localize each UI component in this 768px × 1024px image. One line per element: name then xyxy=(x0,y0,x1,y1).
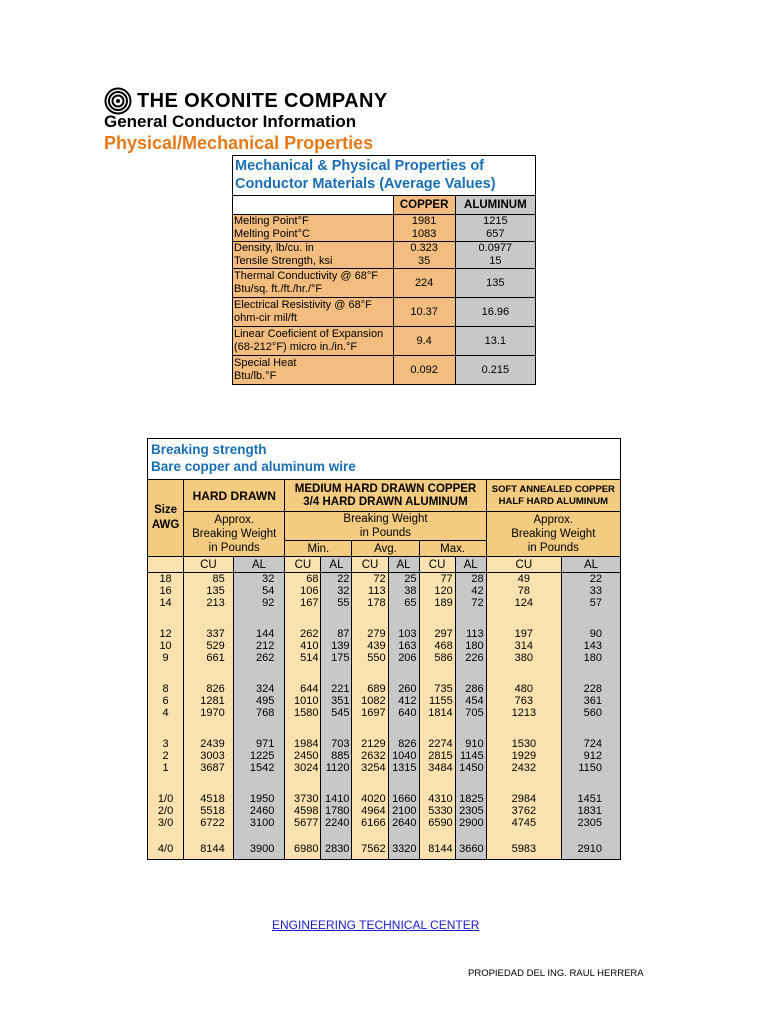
size-cell: 18 16 14 xyxy=(148,573,184,629)
header-line: in Pounds xyxy=(359,527,412,539)
breaking-strength-title xyxy=(148,439,621,480)
header-line: SOFT ANNEALED COPPER xyxy=(491,483,615,495)
value-cell: 25 38 65 xyxy=(388,573,419,629)
copper-value: 1083 xyxy=(393,228,455,242)
properties-table-title: Mechanical & Physical Properties of Conductor Materials (Average Values) xyxy=(233,156,536,196)
header-line: Breaking Weight xyxy=(343,513,428,525)
property-label-line: Electrical Resistivity @ 68°F xyxy=(234,299,372,311)
table-row xyxy=(233,242,536,256)
soft-annealed-header xyxy=(486,480,620,512)
value-cell: 113 180 226 xyxy=(455,628,486,683)
table-row xyxy=(233,356,536,385)
breaking-weight-header xyxy=(285,512,486,541)
awg-label: AWG xyxy=(151,519,180,531)
value-cell: 297 468 586 xyxy=(419,628,455,683)
title-line: Bare copper and aluminum wire xyxy=(151,459,356,474)
property-label-line: Thermal Conductivity @ 68°F xyxy=(234,270,378,282)
size-label: Size xyxy=(154,504,178,516)
aluminum-value: 135 xyxy=(455,269,535,298)
value-cell: 3730 4598 5677 xyxy=(285,793,321,843)
header-line: HALF HARD ALUMINUM xyxy=(498,495,609,507)
breaking-strength-table xyxy=(147,438,621,860)
value-cell: 1825 2305 2900 xyxy=(455,793,486,843)
value-cell: 480 763 1213 xyxy=(486,683,561,738)
value-cell: 68 106 167 xyxy=(285,573,321,629)
property-unit-line: Btu/sq. ft./ft./hr./°F xyxy=(234,283,323,295)
value-cell: 8144 xyxy=(419,843,455,860)
value-cell: 2439 3003 3687 xyxy=(184,738,234,793)
property-label: Density, lb/cu. in xyxy=(233,242,394,256)
header-line: 3/4 HARD DRAWN ALUMINUM xyxy=(303,495,468,508)
value-cell: 3320 xyxy=(388,843,419,860)
value-cell: 337 529 661 xyxy=(184,628,234,683)
value-cell: 910 1145 1450 xyxy=(455,738,486,793)
value-cell: 197 314 380 xyxy=(486,628,561,683)
table-row xyxy=(148,573,621,629)
aluminum-value: 657 xyxy=(455,228,535,242)
value-cell: 826 1040 1315 xyxy=(388,738,419,793)
property-label: Melting Point°F xyxy=(233,215,394,229)
value-cell: 5983 xyxy=(486,843,561,860)
cu-header: CU xyxy=(285,557,321,573)
property-label xyxy=(233,327,394,356)
al-header: AL xyxy=(455,557,486,573)
table-row xyxy=(233,255,536,269)
value-cell: 2129 2632 3254 xyxy=(352,738,388,793)
copper-header: COPPER xyxy=(393,196,455,215)
value-cell: 4020 4964 6166 xyxy=(352,793,388,843)
value-cell: 279 439 550 xyxy=(352,628,388,683)
hard-drawn-header: HARD DRAWN xyxy=(184,480,285,512)
min-header: Min. xyxy=(285,541,352,557)
table-row xyxy=(233,298,536,327)
al-header: AL xyxy=(233,557,285,573)
value-cell: 4518 5518 6722 xyxy=(184,793,234,843)
engineering-center-link[interactable]: ENGINEERING TECHNICAL CENTER xyxy=(272,918,480,932)
value-cell: 286 454 705 xyxy=(455,683,486,738)
value-cell: 689 1082 1697 xyxy=(352,683,388,738)
value-cell: 1984 2450 3024 xyxy=(285,738,321,793)
value-cell: 262 410 514 xyxy=(285,628,321,683)
value-cell: 3660 xyxy=(455,843,486,860)
table-row xyxy=(148,683,621,738)
value-cell: 724 912 1150 xyxy=(562,738,621,793)
size-cell: 4/0 xyxy=(148,843,184,860)
company-name: THE OKONITE COMPANY xyxy=(137,90,388,112)
value-cell: 1660 2100 2640 xyxy=(388,793,419,843)
value-cell: 77 120 189 xyxy=(419,573,455,629)
value-cell: 2830 xyxy=(321,843,352,860)
size-awg-header xyxy=(148,480,184,557)
approx-weight-header xyxy=(486,512,620,557)
al-header: AL xyxy=(562,557,621,573)
property-label xyxy=(233,356,394,385)
table-row xyxy=(233,228,536,242)
value-cell: 260 412 640 xyxy=(388,683,419,738)
header-line: Breaking Weight xyxy=(192,528,277,540)
value-cell: 32 54 92 xyxy=(233,573,285,629)
value-cell: 1451 1831 2305 xyxy=(562,793,621,843)
header-line: Approx. xyxy=(533,514,574,526)
copper-value: 1981 xyxy=(393,215,455,229)
property-label: Tensile Strength, ksi xyxy=(233,255,394,269)
value-cell: 221 351 545 xyxy=(321,683,352,738)
value-cell: 6980 xyxy=(285,843,321,860)
value-cell: 735 1155 1814 xyxy=(419,683,455,738)
approx-weight-header xyxy=(184,512,285,557)
max-header: Max. xyxy=(419,541,486,557)
copper-value: 0.092 xyxy=(393,356,455,385)
value-cell: 703 885 1120 xyxy=(321,738,352,793)
avg-header: Avg. xyxy=(352,541,419,557)
value-cell: 2984 3762 4745 xyxy=(486,793,561,843)
properties-table xyxy=(232,155,536,385)
value-cell: 324 495 768 xyxy=(233,683,285,738)
value-cell: 1950 2460 3100 xyxy=(233,793,285,843)
property-label xyxy=(233,269,394,298)
value-cell: 22 33 57 xyxy=(562,573,621,629)
header-line: Breaking Weight xyxy=(511,528,596,540)
cu-header: CU xyxy=(352,557,388,573)
aluminum-value: 16.96 xyxy=(455,298,535,327)
aluminum-value: 15 xyxy=(455,255,535,269)
header-line: in Pounds xyxy=(527,542,579,554)
okonite-logo-icon xyxy=(104,87,132,115)
property-unit-line: ohm-cir mil/ft xyxy=(234,312,297,324)
table-row xyxy=(148,793,621,843)
value-cell: 49 78 124 xyxy=(486,573,561,629)
property-label-line: Special Heat xyxy=(234,357,297,369)
value-cell: 8144 xyxy=(184,843,234,860)
table-row xyxy=(233,269,536,298)
table-row xyxy=(148,843,621,860)
value-cell: 2910 xyxy=(562,843,621,860)
al-header: AL xyxy=(321,557,352,573)
value-cell: 1410 1780 2240 xyxy=(321,793,352,843)
value-cell: 826 1281 1970 xyxy=(184,683,234,738)
value-cell: 103 163 206 xyxy=(388,628,419,683)
value-cell: 85 135 213 xyxy=(184,573,234,629)
value-cell: 87 139 175 xyxy=(321,628,352,683)
page-title: General Conductor Information xyxy=(104,112,357,131)
value-cell: 2274 2815 3484 xyxy=(419,738,455,793)
copper-value: 224 xyxy=(393,269,455,298)
copper-value: 35 xyxy=(393,255,455,269)
value-cell: 3900 xyxy=(233,843,285,860)
copper-value: 10.37 xyxy=(393,298,455,327)
value-cell: 90 143 180 xyxy=(562,628,621,683)
table-row xyxy=(148,738,621,793)
copper-value: 9.4 xyxy=(393,327,455,356)
value-cell: 22 32 55 xyxy=(321,573,352,629)
table-row xyxy=(148,628,621,683)
value-cell: 4310 5330 6590 xyxy=(419,793,455,843)
value-cell: 72 113 178 xyxy=(352,573,388,629)
aluminum-value: 0.215 xyxy=(455,356,535,385)
subtitle-text: Physical/Mechanical Properties xyxy=(104,133,374,153)
header-line: in Pounds xyxy=(208,542,260,554)
page-subtitle xyxy=(104,132,373,154)
value-cell: 644 1010 1580 xyxy=(285,683,321,738)
size-cell: 12 10 9 xyxy=(148,628,184,683)
header-line: MEDIUM HARD DRAWN COPPER xyxy=(294,482,477,495)
copper-value: 0.323 xyxy=(393,242,455,256)
size-cell: 8 6 4 xyxy=(148,683,184,738)
blank-cell xyxy=(148,557,184,573)
property-unit-line: (68-212°F) micro in./in.°F xyxy=(234,341,358,353)
property-label-line: Linear Coeficient of Expansion xyxy=(234,328,384,340)
value-cell: 28 42 72 xyxy=(455,573,486,629)
cu-header: CU xyxy=(486,557,561,573)
blank-header-cell xyxy=(233,196,394,215)
aluminum-header: ALUMINUM xyxy=(455,196,535,215)
value-cell: 144 212 262 xyxy=(233,628,285,683)
property-label xyxy=(233,298,394,327)
aluminum-value: 0.0977 xyxy=(455,242,535,256)
ownership-footer: PROPIEDAD DEL ING. RAUL HERRERA xyxy=(468,968,644,979)
value-cell: 1530 1929 2432 xyxy=(486,738,561,793)
cu-header: CU xyxy=(419,557,455,573)
al-header: AL xyxy=(388,557,419,573)
title-line: Breaking strength xyxy=(151,442,267,457)
value-cell: 7562 xyxy=(352,843,388,860)
table-row xyxy=(233,215,536,229)
size-cell: 3 2 1 xyxy=(148,738,184,793)
size-cell: 1/0 2/0 3/0 xyxy=(148,793,184,843)
aluminum-value: 1215 xyxy=(455,215,535,229)
property-unit-line: Btu/lb.°F xyxy=(234,370,277,382)
aluminum-value: 13.1 xyxy=(455,327,535,356)
medium-hard-header xyxy=(285,480,486,512)
value-cell: 228 361 560 xyxy=(562,683,621,738)
property-label: Melting Point°C xyxy=(233,228,394,242)
cu-header: CU xyxy=(184,557,234,573)
header-line: Approx. xyxy=(214,514,255,526)
table-row xyxy=(233,327,536,356)
value-cell: 971 1225 1542 xyxy=(233,738,285,793)
